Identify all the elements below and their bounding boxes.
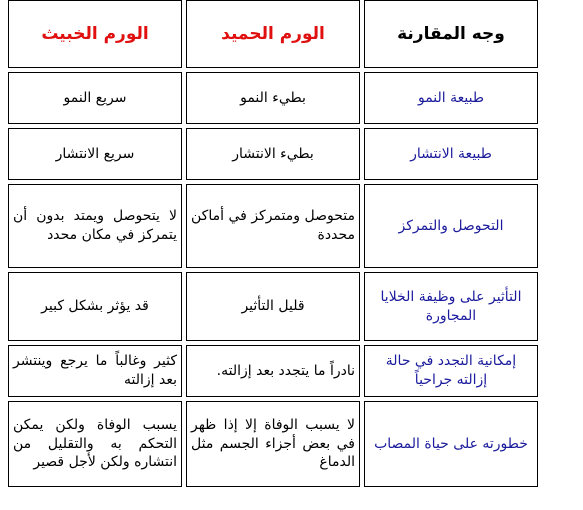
benign-cell: بطيء النمو	[186, 72, 360, 124]
aspect-cell: طبيعة النمو	[364, 72, 538, 124]
comparison-table	[4, 0, 542, 491]
table-row	[8, 401, 538, 487]
header-malignant-tumor: الورم الخبيث	[8, 0, 182, 68]
malignant-cell: يسبب الوفاة ولكن يمكن التحكم به والتقليل من انتشاره ولكن لأجل قصير	[8, 401, 182, 487]
aspect-cell: إمكانية التجدد في حالة إزالته جراحياً	[364, 345, 538, 397]
table-row	[8, 184, 538, 268]
benign-cell: لا يسبب الوفاة إلا إذا ظهر في بعض أجزاء الجسم مثل الدماغ	[186, 401, 360, 487]
benign-cell: قليل التأثير	[186, 272, 360, 341]
benign-cell: بطيء الانتشار	[186, 128, 360, 180]
malignant-cell: قد يؤثر بشكل كبير	[8, 272, 182, 341]
malignant-cell: كثير وغالباً ما يرجع وينتشر بعد إزالته	[8, 345, 182, 397]
aspect-cell: التأثير على وظيفة الخلايا المجاورة	[364, 272, 538, 341]
header-row	[8, 0, 538, 68]
benign-cell: نادراً ما يتجدد بعد إزالته.	[186, 345, 360, 397]
header-aspect: وجه المقارنة	[364, 0, 538, 68]
table-row	[8, 272, 538, 341]
malignant-cell: لا يتحوصل ويمتد بدون أن يتمركز في مكان محدد	[8, 184, 182, 268]
aspect-cell: خطورته على حياة المصاب	[364, 401, 538, 487]
table-row	[8, 128, 538, 180]
header-benign-tumor: الورم الحميد	[186, 0, 360, 68]
table-row	[8, 72, 538, 124]
aspect-cell: التحوصل والتمركز	[364, 184, 538, 268]
table-row	[8, 345, 538, 397]
malignant-cell: سريع الانتشار	[8, 128, 182, 180]
aspect-cell: طبيعة الانتشار	[364, 128, 538, 180]
benign-cell: متحوصل ومتمركز في أماكن محددة	[186, 184, 360, 268]
malignant-cell: سريع النمو	[8, 72, 182, 124]
